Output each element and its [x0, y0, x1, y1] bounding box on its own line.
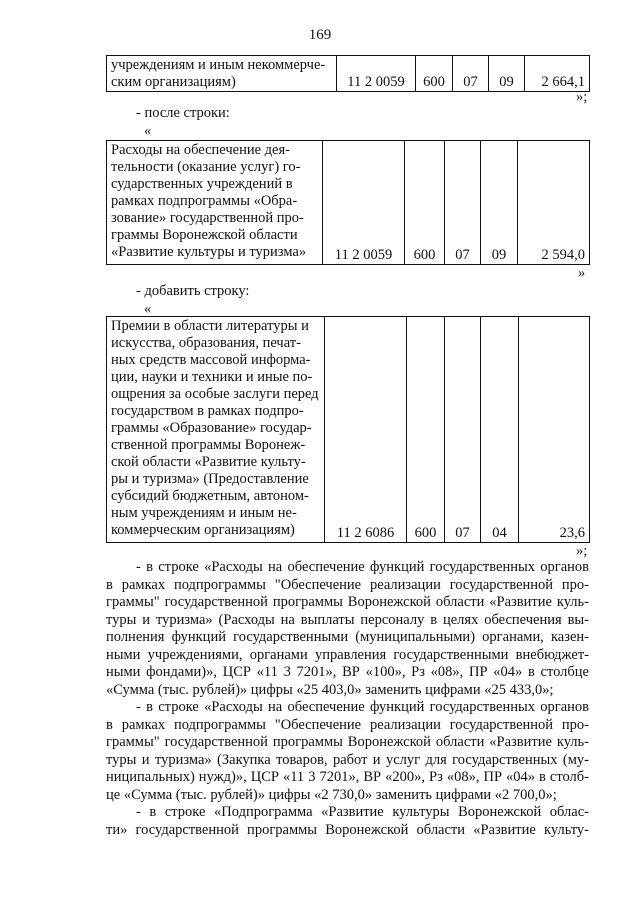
paragraph-line: ными фондами)», ЦСР «11 3 7201», ВР «100», Рз «08», ПР «04» в столбце: [106, 664, 589, 680]
row-description-line: сударственных учреждений в: [111, 176, 293, 192]
page-number: 169: [308, 27, 332, 43]
closing-quote: »;: [576, 543, 588, 559]
amendment-paragraph-3: [106, 804, 589, 839]
row-description-line: коммерческим организациям): [111, 522, 295, 538]
row-description-line: ощрения за особые заслуги перед: [111, 386, 319, 402]
vr-cell: 600: [407, 317, 445, 543]
row-description-line: учреждениям и иным некоммерче-: [111, 57, 326, 73]
csr-cell: 11 2 0059: [337, 56, 416, 92]
row-description-line: ции, науки и техники и иные по-: [111, 369, 313, 385]
paragraph-line: ниципальных) нужд)», ЦСР «11 3 7201», ВР «200», Рз «08», ПР «04» в столб-: [106, 769, 589, 785]
paragraph-line: - в строке «Расходы на обеспечение функций государственных органов: [136, 699, 589, 715]
row-description-line: граммы «Образование» государ-: [111, 420, 312, 436]
paragraph-line: - в строке «Подпрограмма «Развитие культуры Воронежской облас-: [136, 804, 589, 820]
paragraph-line: граммы" государственной программы Воронежской области «Развитие куль-: [106, 734, 589, 750]
add-row-label: - добавить строку:: [136, 283, 250, 299]
pr-cell: 09: [481, 141, 518, 265]
row-description: [107, 317, 325, 543]
row-description-line: тельности (оказание услуг) го-: [111, 159, 301, 175]
paragraph-line: граммы" государственной программы Воронежской области «Развитие куль-: [106, 594, 589, 610]
after-row-label: - после строки:: [136, 105, 230, 121]
closing-quote: »;: [576, 89, 588, 105]
csr-cell: 11 2 6086: [325, 317, 407, 543]
row-description-line: граммы Воронежской области: [111, 227, 298, 243]
row-description-line: ским организациям): [111, 74, 236, 90]
paragraph-line: «Сумма (тыс. рублей)» цифры «25 403,0» заменить цифрами «25 433,0»;: [106, 681, 554, 698]
row-description-line: рамках подпрограммы «Обра-: [111, 193, 298, 209]
row-description-line: зование» государственной про-: [111, 210, 304, 226]
opening-quote: «: [144, 301, 152, 317]
paragraph-line: ными учреждениями, органами управления государственными внебюджет-: [106, 646, 589, 663]
vr-cell: 600: [416, 56, 453, 92]
row-description-line: искусства, образования, печат-: [111, 335, 301, 351]
row-description: [107, 141, 323, 265]
paragraph-line: в рамках подпрограммы "Обеспечение реализации государственной про-: [106, 716, 589, 733]
paragraph-line: ти» государственной программы Воронежской области «Развитие культу-: [106, 821, 589, 838]
row-description-line: Премии в области литературы и: [111, 318, 309, 334]
rz-cell: 07: [445, 317, 481, 543]
row-description: [107, 56, 337, 92]
pr-cell: 09: [489, 56, 525, 92]
amendment-paragraph-1: [106, 559, 589, 699]
paragraph-line: туры и туризма» (Закупка товаров, работ и услуг для государственных (му-: [106, 751, 589, 768]
row-description-line: «Развитие культуры и туризма»: [111, 244, 307, 260]
rz-cell: 07: [453, 56, 489, 92]
pr-cell: 04: [481, 317, 519, 543]
sum-cell: 23,6: [519, 317, 590, 543]
budget-table-row-1: [106, 55, 590, 92]
row-description-line: Расходы на обеспечение дея-: [111, 142, 290, 158]
row-description-line: ственной программы Воронеж-: [111, 437, 306, 453]
budget-table-row-2: [106, 140, 590, 265]
row-description-line: ных средств массовой информа-: [111, 352, 311, 368]
row-description-line: ской области «Развитие культу-: [111, 454, 306, 470]
sum-cell: 2 664,1: [525, 56, 590, 92]
sum-cell: 2 594,0: [518, 141, 590, 265]
budget-table-row-3: [106, 316, 590, 543]
paragraph-line: полнения функций государственными (муниципальными) органами, казен-: [106, 629, 589, 645]
row-description-line: субсидий бюджетным, автоном-: [111, 488, 309, 504]
paragraph-line: - в строке «Расходы на обеспечение функций государственных органов: [136, 559, 589, 575]
row-description-line: государством в рамках подпро-: [111, 403, 304, 419]
paragraph-line: туры и туризма» (Расходы на выплаты персоналу в целях обеспечения вы-: [106, 611, 589, 628]
row-description-line: ры и туризма» (Предоставление: [111, 471, 309, 487]
closing-quote: »: [578, 265, 586, 281]
csr-cell: 11 2 0059: [323, 141, 405, 265]
rz-cell: 07: [445, 141, 481, 265]
row-description-line: ным учреждениям и иным не-: [111, 505, 297, 521]
amendment-paragraph-2: [106, 699, 589, 804]
paragraph-line: це «Сумма (тыс. рублей)» цифры «2 730,0» заменить цифрами «2 700,0»;: [106, 786, 557, 803]
paragraph-line: в рамках подпрограммы "Обеспечение реализации государственной про-: [106, 576, 589, 593]
opening-quote: «: [144, 123, 152, 139]
vr-cell: 600: [405, 141, 445, 265]
